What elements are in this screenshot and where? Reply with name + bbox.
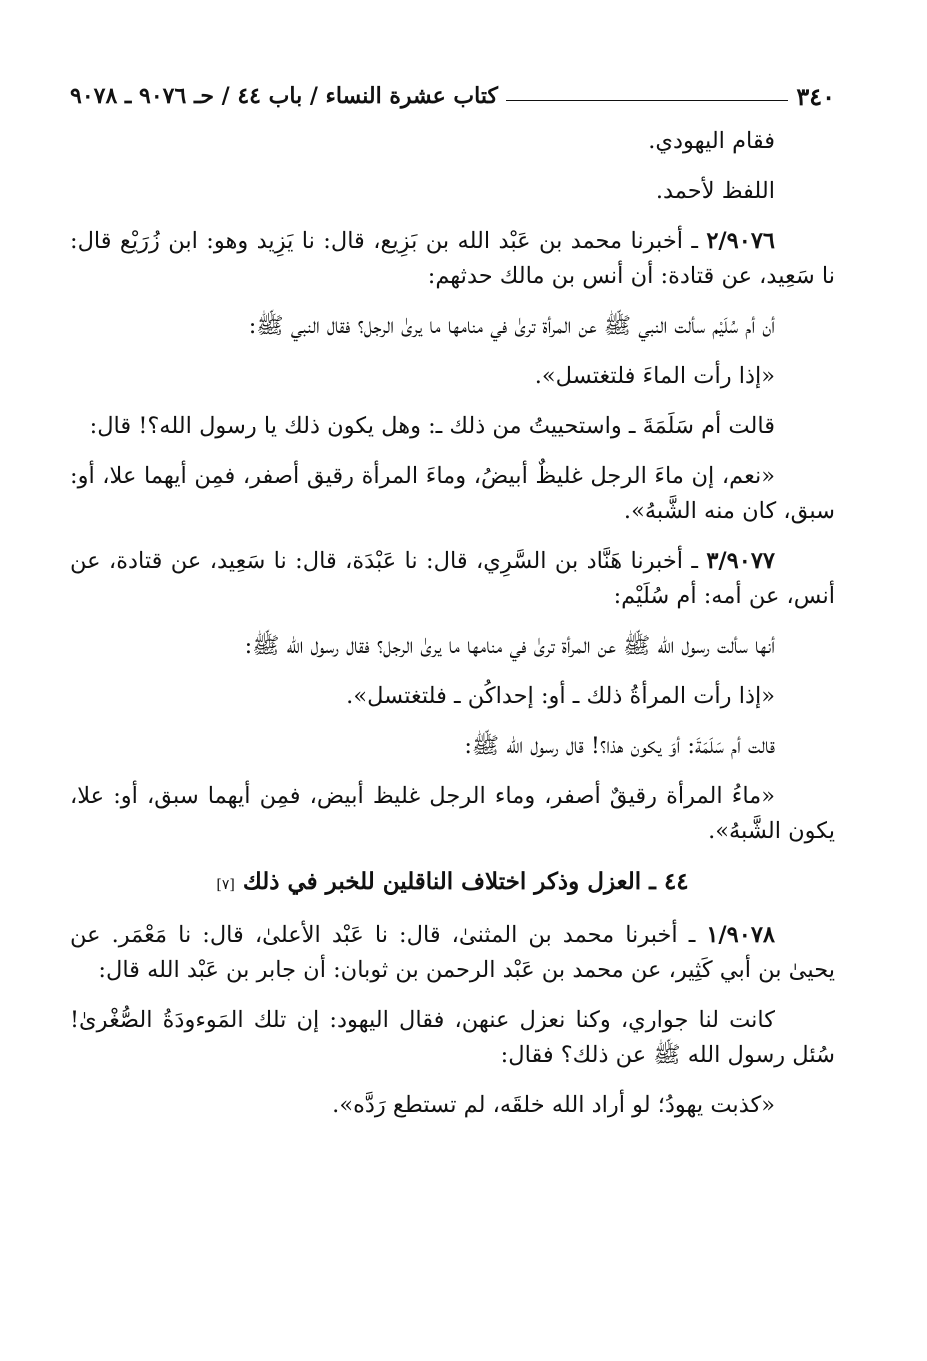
hadith-isnad: ـ أخبرنا محمد بن عَبْد الله بن بَزِيع، قال: نا يَزِيد وهو: ابن زُرَيْع قال: نا سَعِيد، عن قتادة: أن أنس بن مالك حدثهم: [70, 228, 835, 289]
hadith-isnad: ـ أخبرنا هَنَّاد بن السَّرِي، قال: نا عَبْدَة، قال: نا سَعِيد، عن قتادة، عن أنس، عن أمه: أم سُلَيْم: [70, 548, 835, 609]
hadith-chain [70, 544, 835, 614]
paragraph: «كذبت يهودُ؛ لو أراد الله خلقَه، لم تستطع رَدَّه». [332, 1092, 775, 1118]
page-body [70, 124, 835, 1138]
hadith-number: ٣/٩٠٧٧ [706, 548, 775, 574]
paragraph: قالت أم سَلَمَةَ ـ واستحييتُ من ذلك ـ: وهل يكون ذلك يا رسول الله؟! قال: [89, 413, 775, 439]
paragraph: فقام اليهودي. [648, 128, 775, 154]
paragraph: كانت لنا جواري، وكنا نعزل عنهن، فقال اليهود: إن تلك المَوءودَةُ الصُّغْرىٰ! سُئل رسول الله ﷺ عن ذلك؟ فقال: [70, 1007, 835, 1068]
header-title: كتاب عشرة النساء / باب ٤٤ / حـ ٩٠٧٦ ـ ٩٠٧٨ [70, 83, 498, 109]
hadith-isnad: ـ أخبرنا محمد بن المثنىٰ، قال: نا عَبْد الأعلىٰ، قال: نا مَعْمَر. عن يحيىٰ بن أبي كَثِير، عن محمد بن عَبْد الرحمن بن ثوبان: أن جابر بن عَبْد الله قال: [70, 922, 835, 983]
paragraph: «إذا رأت المرأةُ ذلك ـ أو: إحداكُن ـ فلتغتسل». [346, 683, 775, 709]
paragraph: «إذا رأت الماءَ فلتغتسل». [534, 363, 775, 389]
paragraph: أنها سألت رسول الله ﷺ عن المرأة ترىٰ في منامها ما يرىٰ الرجل؟ فقال رسول الله ﷺ: [244, 633, 775, 659]
page-number: ٣٤٠ [796, 81, 835, 111]
section-heading [70, 864, 835, 903]
hadith-number: ٢/٩٠٧٦ [706, 228, 775, 254]
paragraph: «ماءُ المرأة رقيقٌ أصفر، وماء الرجل غليظ أبيض، فمِن أيهما سبق، أو: علا، يكون الشَّبهُ». [70, 783, 835, 844]
section-footnote-ref: [٧] [216, 877, 235, 893]
hadith-number: ١/٩٠٧٨ [706, 922, 775, 948]
paragraph: قالت أم سَلَمَةَ: أوَ يكون هذا؟! قال رسول الله ﷺ: [464, 733, 775, 759]
running-header [70, 78, 835, 114]
header-rule [506, 100, 788, 101]
paragraph: اللفظ لأحمد. [655, 178, 775, 204]
hadith-chain [70, 918, 835, 988]
hadith-chain [70, 224, 835, 294]
section-heading-text: ٤٤ ـ العزل وذكر اختلاف الناقلين للخبر في ذلك [242, 868, 689, 895]
paragraph: أن أم سُلَيْم سألت النبي ﷺ عن المرأة ترىٰ في منامها ما يرىٰ الرجل؟ فقال النبي ﷺ: [248, 313, 775, 339]
paragraph: «نعم، إن ماءَ الرجل غليظٌ أبيضُ، وماءَ المرأة رقيق أصفر، فمِن أيهما علا، أو: سبق، كان منه الشَّبهُ». [70, 463, 835, 524]
